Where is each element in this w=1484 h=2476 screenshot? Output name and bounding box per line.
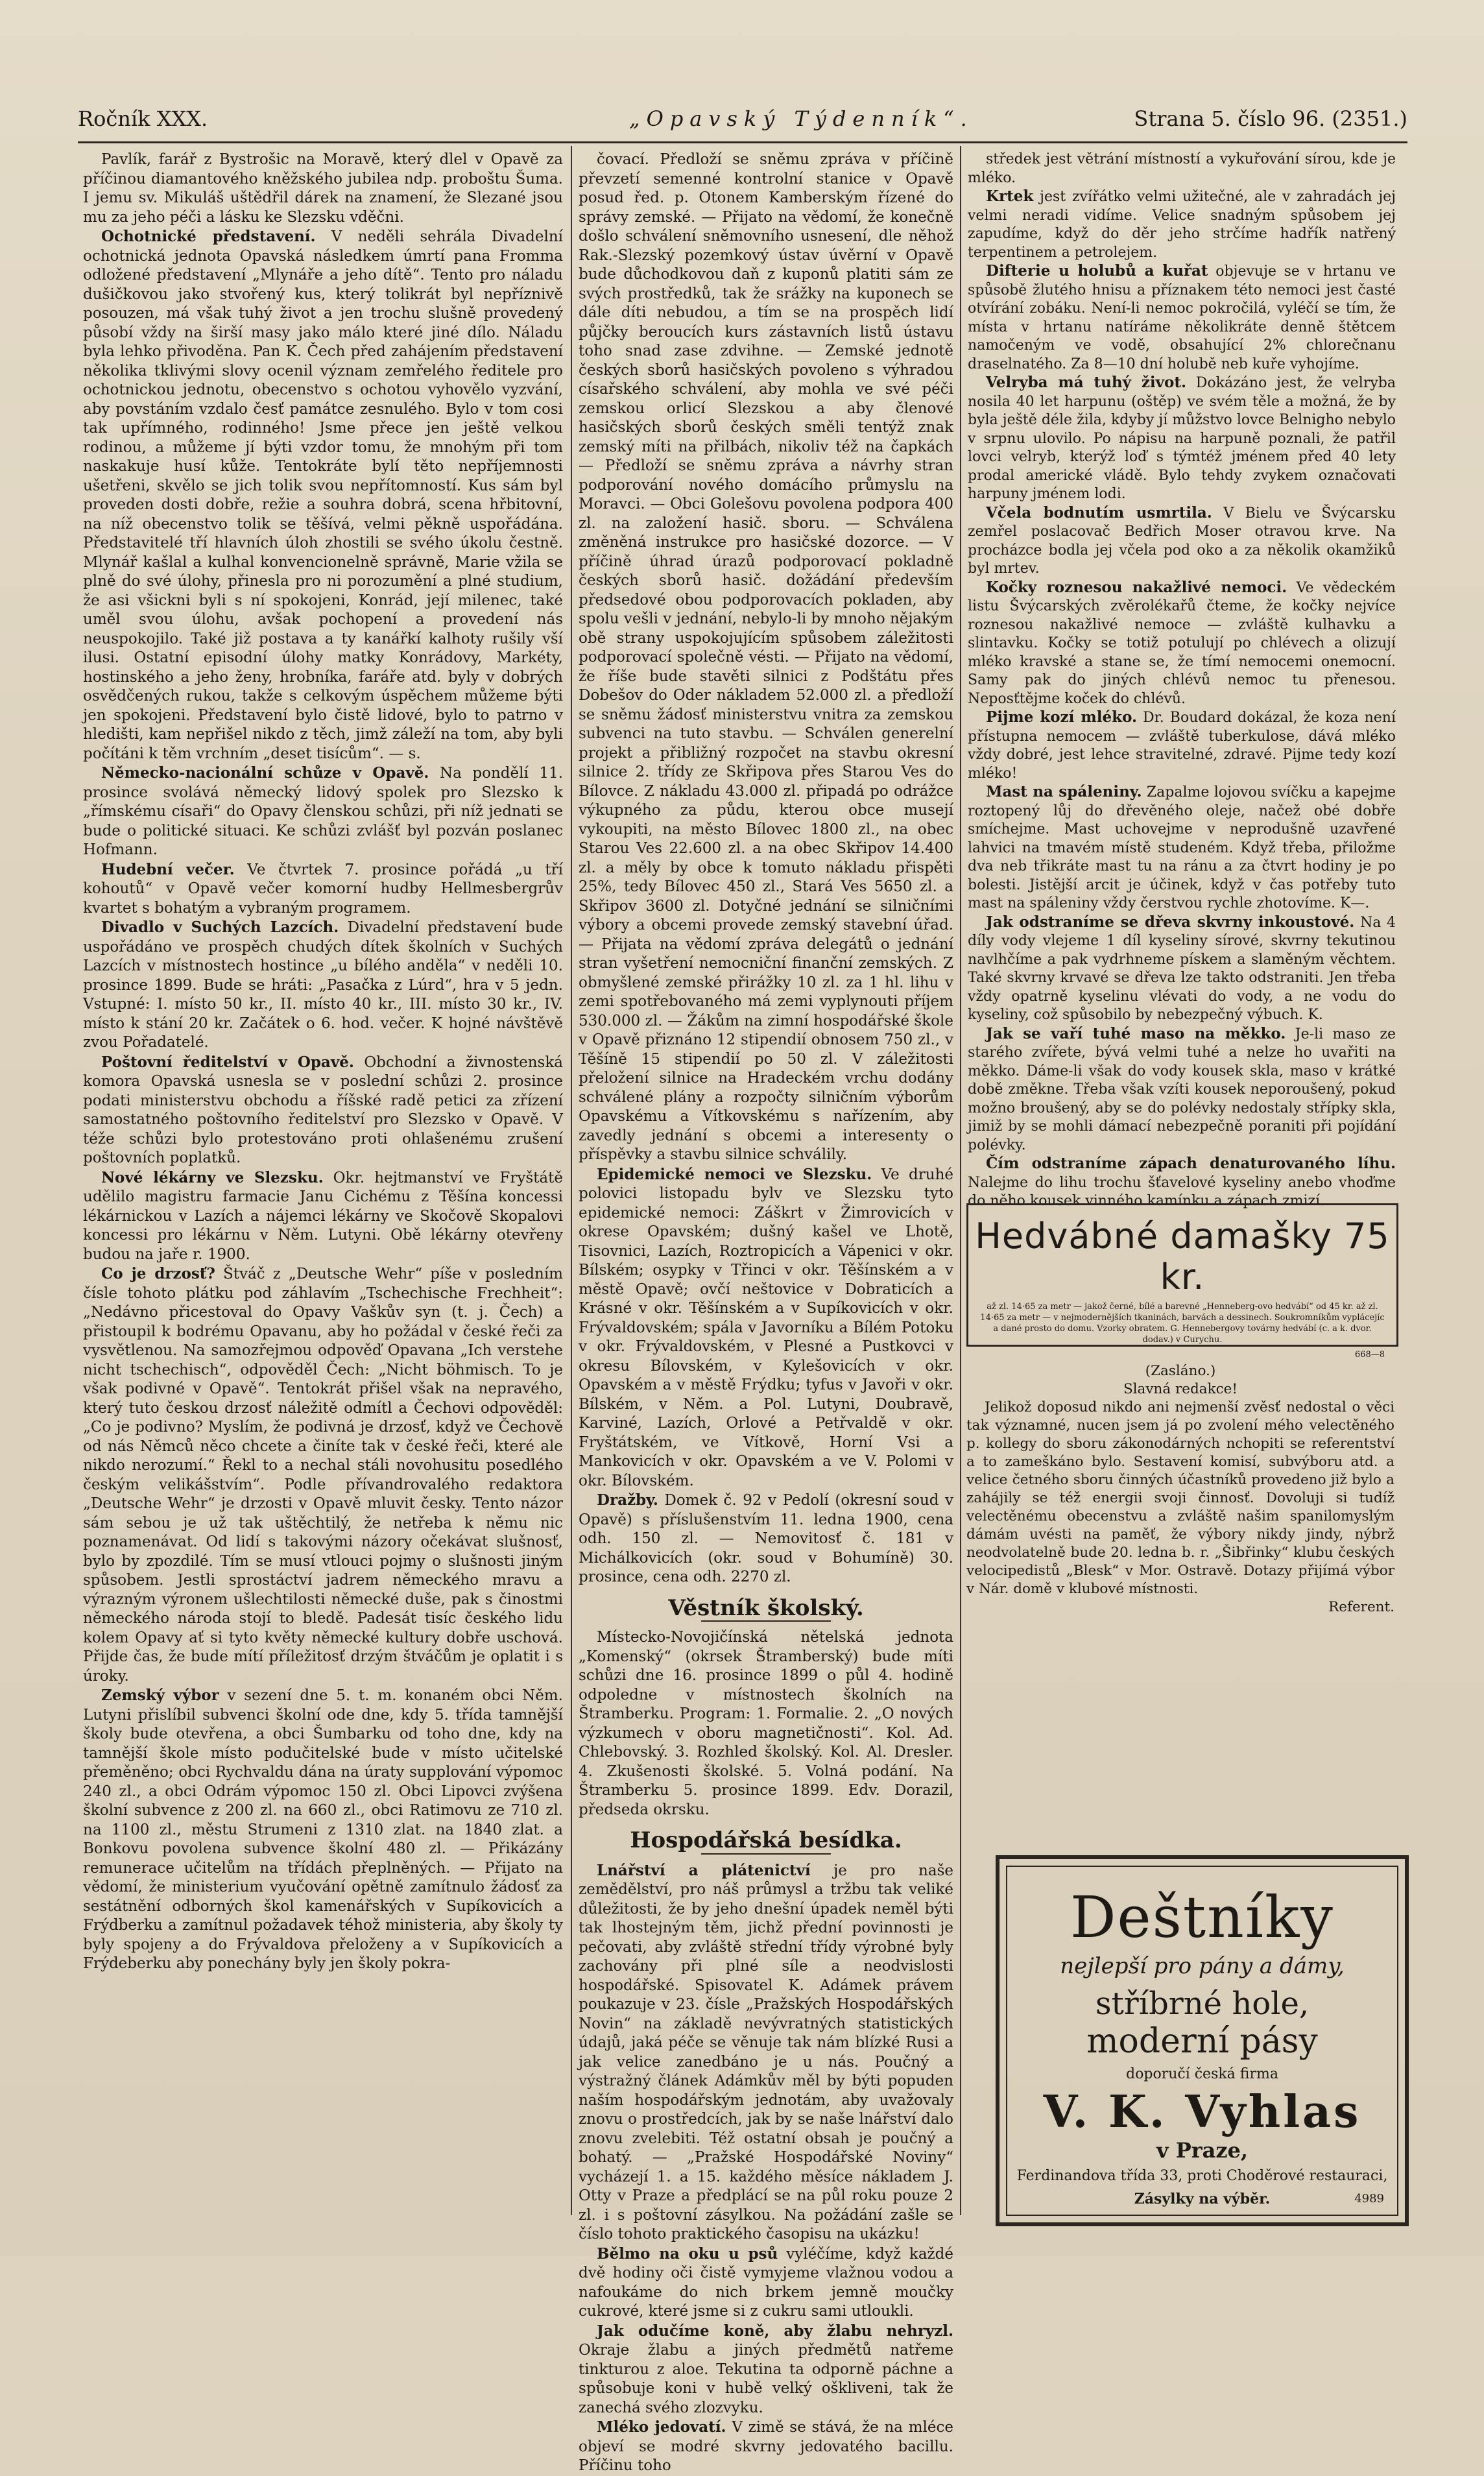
farm-tip-text: Okraje žlabu a jiných předmětů natřeme tinkturou z aloe. Tekutina ta odporně páchne a spůsobuje koni v hubě velký oškliveni, tak že zanechá svého zlozvyku. xyxy=(579,2342,953,2416)
farm-tip xyxy=(968,913,1396,1025)
farm-tip-text: Dokázáno jest, že velryba nosila 40 let harpunu (oštěp) ve svém těle a možná, že by byla ještě déle žila, kdyby jí můžstvo lovce Belnigho nebylo v srpnu ulovilo. Po nápisu na harpuně poznali, že patřil lovci velryb, kterýž loď s týmtéž jménem před 40 lety prodal americké vládě. Bylo tehdy zvykem označovati harpuny jménem lodi. xyxy=(968,375,1396,502)
farm-tip-text: jest zvířátko velmi užitečné, ale v zahradách jej velmi neradi vidíme. Velice snadným spůsobem jej zapudíme, když do děr jeho strčíme hadřík natřený terpentinem a petrolejem. xyxy=(968,189,1396,261)
article-heading: Epidemické nemoci ve Slezsku. xyxy=(597,1165,872,1183)
school-news-text: Místecko-Novojičínská nětelská jednota „Komenský“ (okrsek Štramberský) bude míti schůzi dne 16. prosince 1899 o půl 4. hodině odpoledne v místnostech školních na Štramberku. Program: 1. Formalie. 2. „O nových výzkumech v oboru magnetičnosti“. Kol. Ad. Chlebovský. 3. Rozhled školský. Kol. Al. Dresler. 4. Zkušenosti školské. 5. Volná podání. Na Štramberku 5. prosince 1899. Edv. Dorazil, předseda okrsku. xyxy=(579,1629,953,1818)
article-heading: Dražby. xyxy=(597,1491,658,1509)
article xyxy=(83,1264,563,1686)
article xyxy=(83,227,563,763)
farm-tip-heading: Jak odstraníme se dřeva skvrny inkoustové. xyxy=(986,913,1355,931)
farm-tip xyxy=(968,374,1396,504)
article-heading: Divadlo v Suchých Lazcích. xyxy=(101,919,339,936)
silk-advertisement xyxy=(966,1203,1398,1360)
silk-ad-text: až zl. 14·65 za metr — jakož černé, bílé a barevné „Henneberg-ovo hedvábí“ od 45 kr. až zl. 14·65 za metr — v nejmodernějších tkaninách, barvách a dessinech. Soukromníkům vyplácejíc a dané prosto do domu. Vzorky obratem. G. Hennebergovy továrny hedvábí (c. a k. dvor. dodav.) v Curychu. xyxy=(980,1302,1385,1345)
newspaper-title: „Opavský Týdenník“. xyxy=(629,106,974,131)
farm-tip-text: V Bielu ve Švýcarsku zemřel poslacovač Bedřich Moser otravou krve. Na procházce bodla jej včela pod oko a za několik okamžiků byl mrtev. xyxy=(968,505,1396,577)
farm-tip xyxy=(968,783,1396,913)
volume-label: Ročník XXX. xyxy=(78,106,208,131)
farm-tip-text: Dr. Boudard dokázal, že koza není přístupna nemocem — zvláště tuberkulose, dává mléko vždy dobré, jest lehce stravitelné, zdravé. Pijme tedy kozí mléko! xyxy=(968,710,1396,782)
farm-tip-text: je pro naše zemědělství, pro náš průmysl a tržbu tak veliké důležitosti, že by jeho dnešní úpadek neměl býti tak lhostejným těm, jichž přední povinnosti je pečovati, aby zvláště střední třídy výrobné byly zachovány při plné síle a neodvislosti hospodářské. Spisovatel K. Adámek právem poukazuje v 23. čísle „Pražských Hospodářských Novin“ na základě nevývratných statistických údajů, jaká péče se věnuje tak nám blízké Rusi a jak velice zanedbáno je u nás. Poučný a výstražný článek Adámkův měl by býti popuden naším hospodářským jednotám, aby uvažovaly znovu o prostředcích, jak by se naše lnářství dalo znovu zvelebiti. Též ostatní obsah je poučný a bohatý. — „Pražské Hospodářské Noviny“ vycházejí 1. a 15. každého měsíce nákladem J. Otty v Praze a předplácí se na půl roku pouze 2 zl. i s poštovní zásylkou. Na požádání zašle se číslo tohoto praktického časopisu na ukázku! xyxy=(579,1862,953,2242)
article-text: Na pondělí 11. prosince svolává německý lidový spolek pro Slezsko k „římskému císaři“ do Opavy členskou schůzi, při níž jednati se bude o politické situaci. Ke schůzi zvlášť byl pozván poslanec Hofmann. xyxy=(83,765,564,858)
farm-tip-heading: Jak se vaří tuhé maso na měkko. xyxy=(986,1024,1286,1042)
farm-tip-text: Na 4 díly vody vlejeme 1 díl kyseliny sírové, skvrny tekutinou navlhčíme a pak vydrhneme pískem a slaměným věchtem. Také skvrny krvavé se dřeva lze takto odstraniti. Jen třeba vždy opatrně kyselinu vlévati do vody, a ne vodu do kyseliny, což spůsobilo by nebezpečný výbuch. K. xyxy=(968,914,1396,1023)
article xyxy=(83,860,563,919)
umbrella-ad-line-1: stříbrné hole, xyxy=(1095,1986,1310,2022)
farm-tip-heading: Lnářství a plátenictví xyxy=(597,1861,811,1879)
farm-tip-text: Je-li maso ze starého zvířete, bývá velmi tuhé a nelze ho uvařiti na měkko. Dáme-li však do vody kousek skla, maso v krátké době změkne. Třeba však vzíti kousek neporoušený, pokud možno broušený, aby se do polévky nedostaly střípky skla, jimiž by se mohli dámací nebezpečně poraniti při pojídání polévky. xyxy=(968,1026,1396,1153)
farm-section-title: Hospodářská besídka. xyxy=(630,1827,902,1853)
article-text: v sezení dne 5. t. m. konaném obci Něm. Lutyni přislíbil subvenci školní ode dne, kdy 5. třída tamnější školy bude otevřena, a obci Šumbarku od toho dne, kdy na tamnější škole místo podučitelské bude v místo učitelské přeměněno; obci Rychvaldu dána na úraty supplování výpomoc 240 zl., a obci Odrám výpomoc 150 zl. Obci Lipovci zvýšena školní subvence z 200 zl. na 660 zl., obci Ratimovu ze 710 zl. na 1100 zl., městu Strumeni z 1310 zlat. na 1840 zlat. a Bonkovu povolena subvence školní 480 zl. — Přikázány remunerace učitelům na třídách přeplněných. — Přijato na vědomí, že ministerium vyučování opětně zamítnulo žádosť za sestátnění odborných škol kamenářských v Supíkovicích a Frýdberku a zamítnul požadavek téhož ministeria, aby školy ty byly spojeny a do Frývaldova přeloženy a v Supíkovicích a Frýdeberku aby ponechány byly jen školy pokra- xyxy=(83,1687,563,1972)
sent-letter xyxy=(966,1362,1394,1617)
article-heading: Poštovní ředitelství v Opavě. xyxy=(101,1053,354,1071)
column-1 xyxy=(83,150,563,1974)
silk-ad-code: 668—8 xyxy=(1354,1350,1385,1360)
umbrella-advertisement xyxy=(996,1855,1409,2226)
umbrella-ad-title: Deštníky xyxy=(1070,1884,1334,1951)
farm-tip-heading: Difterie u holubů a kuřat xyxy=(986,262,1208,280)
column-divider-1 xyxy=(571,146,572,2215)
farm-tip xyxy=(968,262,1396,374)
article-text: Ve čtvrtek 7. prosince pořádá „u tří kohoutů“ v Opavě večer komorní hudby Hellmesbergrův kvartet s bohatým a vybraným programem. xyxy=(83,861,564,917)
silk-ad-title: Hedvábné damašky 75 kr. xyxy=(975,1216,1390,1297)
column-divider-2 xyxy=(960,146,961,2215)
farm-tip-heading: Krtek xyxy=(986,187,1034,205)
umbrella-ad-city: v Praze, xyxy=(1156,2138,1249,2163)
article-text: V neděli sehrála Divadelní ochotnická jednota Opavská následkem úmrtí pana Fromma odložené představení „Mlynáře a jeho dítě“. Tento pro náladu dušičkovou jako stvořený kus, který tolikrát byl nepříznivě posouzen, má však tuhý život a jen trochu slušně provedený působí vždy na širší masy jako málo které jiné dílo. Náladu byla lehko přivoděna. Pan K. Čech před zahájením představení několika tklivými slovy ocenil význam zemřelého ředitele pro ochotnickou jednotu, obecenstvo s ochotou vyhovělo vyzvání, aby povstáním vzdalo česť památce zesnulého. Bylo v tom cosi tak upřímného, rodinného! Jsme přece jen ještě velkou rodinou, a můžeme jí býti vzdor tomu, že mnohým při tom naskakuje husí kůže. Tentokráte bylí těto nepříjemnosti ušetřeni, skvělo se jich tolik svou nepřítomností. Kus sám byl proveden dosti dobře, režie a souhra dobrá, scena hřbitovní, na níž obecenstvo tolik se těšívá, velmi pěkně uspořádána. Představitelé tří hlavních úloh zhostili se svého úkolu čestně. Mlynář kašlal a kulhal konvencionelně správně, Marie vžila se plně do své úlohy, přinesla pro ni porozumění a plné studium, že asi všickni byli s ní spokojeni, Konrád, její milenec, také uměl svou úlohu, avšak pochopení a provedení nás neuspokojilo. Také již postava a ty kanářkí kalhoty rušily vší ilusi. Ostatní episodní úlohy matky Konrádovy, Markéty, hostinského a jeho ženy, hrobníka, faráře atd. byly v dobrých osvědčených rukou, takže s celkovým úspěchem můžeme býti jen spokojeni. Představení bylo čistě lidové, bylo to patrno v hledišti, kam nepřišel nikdo z těch, jimž záleží na tom, aby byli počítáni k těm vrchním „deset tisícům“. — s. xyxy=(83,228,563,762)
article-text: Domek č. 92 v Pedolí (okresní soud v Opavě) s příslušenstvím 11. ledna 1900, cena odh. 150 zl. — Nemovitosť č. 181 v Michálkovicích (okr. soud v Bohumíně) 30. prosince, cena odh. 2270 zl. xyxy=(579,1492,953,1585)
article xyxy=(579,150,953,1165)
umbrella-ad-number: 4989 xyxy=(1354,2192,1384,2206)
farm-tip-heading: Velryba má tuhý život. xyxy=(986,374,1186,391)
sent-letter-signature: Referent. xyxy=(1328,1599,1394,1615)
farm-tip-heading: Mléko jedovatí. xyxy=(597,2418,726,2436)
article-heading: Zemský výbor xyxy=(101,1687,219,1704)
farm-tip-heading: Mast na spáleniny. xyxy=(986,783,1142,800)
umbrella-ad-shipping: Zásylky na výběr. xyxy=(1134,2191,1271,2207)
sent-letter-salutation: Slavná redakce! xyxy=(1123,1381,1238,1397)
article-text: Štváč z „Deutsche Wehr“ píše v posledním čísle tohoto plátku pod záhlavím „Tschechische Frechheit“: „Nedávno přicestoval do Opavy Vaškův syn (t. j. Čech) a přistoupil k bodrému Opavanu, aby ho požádal v české řeči za vysvětlenou. Na samozřejmou odpověď Opavana „Ich verstehe nicht tschechisch“, odpověděl Čech: „Nicht böhmisch. To je však podivné v Opavě“. Tentokrát přišel však na nepravého, který tuto českou drzosť náležitě odmítl a Čechovi odpověděl: „Co je podivno? Myslím, že podivná je drzosť, když ve Čechově od nás Němců něco chcete a činíte tak v české řeči, které ale nikdo nerozumí.“ Řekl to a nechal stáli novohusitu posedlého českým velikášstvím“. Podle přívandrovalého redaktora „Deutsche Wehr“ je drzosti v Opavě mluvit česky. Tento názor sám sebou je už tak uštěchtilý, že netřeba k němu nic poznamenávat. Od lidí s takovými názory očekávat slušnosť, bylo by zpozdilé. Tím se musí vtlouci pojmy o slušnosti jiným spůsobem. Jestli sprostáctví jadrem německého mravu a výrazným výronem ušlechtilosti německé duše, pak s činostmi německého národa stojí to bledě. Padesát tisíc českého lidu kolem Opavy ať si tyto květy německé kultury dobře uschová. Přijde čas, že bude mítí příležitosť drzým štváčům je oplatit i s úroky. xyxy=(83,1266,563,1685)
article-heading: Nové lékárny ve Slezsku. xyxy=(101,1168,324,1186)
article-text: Ve druhé polovici listopadu bylv ve Slezsku tyto epidemické nemoci: Záškrt v Žimrovicích v okrese Opavském; dušný kašel ve Lhotě, Tisovnici, Lazích, Roztropicích a Vápenici v okr. Bílském; osypky v Třinci v okr. Těšínském a v městě Opavě; ovčí neštovice v Dobraticích a Krásné v okr. Těšínském a v Supíkovicích v okr. Frývaldovském; spála v Javorníku a Bílém Potoku v okr. Frývaldovském, v Plesné a Pustkovci v okresu Bílovském, v Kylešovicích v okr. Opavském a v městě Frýdku; tyfus v Javoři v okr. Bílském, v Něm. a Pol. Lutyni, Doubravě, Karviné, Lazích, Orlové a Petřvaldě v okr. Fryštátském, ve Vítkově, Horní Vsi a Mankovicích v okr. Opavském a ve V. Polomi v okr. Bílovském. xyxy=(579,1166,953,1489)
farm-tip-text: středek jest větrání místností a vykuřování sírou, kde je mléko. xyxy=(968,151,1396,186)
sent-letter-text: Jelikož doposud nikdo ani nejmenší zvěsť nedostal o věci tak významné, nucen jsem já po zvolení mého velectěného p. kollegy do sboru zákonodárných nchopiti se referentství a to zameškáno bylo. Sestavení komisí, subvýboru atd. a velice četného sboru činných účastníků provedeno již bylo a zahájily se též energii svoji činnosť. Dovoluji si tudíž velectěnému obecenstvu a zvláště našim spanilomyslým dámám uvésti na paměť, že výbory nikdy jindy, nýbrž neodvolatelně bude 20. ledna b. r. „Šibřinky“ klubu českých velocipedistů „Blesk“ v Mor. Ostravě. Dotazy přijímá výbor v Nár. domě v klubové místnosti. xyxy=(966,1399,1394,1597)
article-heading: Hudební večer. xyxy=(101,860,235,878)
page-header xyxy=(78,102,1407,143)
farm-tip-text: Zapalme lojovou svíčku a kapejme roztopený lůj do dřevěného oleje, načež obé dobře smíchejme. Mast uchovejme v neprodušně uzavřené lahvici na tmavém místě studeném. Když třeba, přiložme dva neb třikráte mast tu na ránu a za čtvrt hodiny je po bolesti. Jistější arcit je účinek, když v čas potřeby tuto mast na spáleniny vždy čerstvou rychle zhotovíme. K—. xyxy=(968,784,1396,911)
article xyxy=(83,1168,563,1265)
umbrella-ad-subtitle: nejlepší pro pány a dámy, xyxy=(1060,1953,1345,1979)
farm-tip xyxy=(968,1025,1396,1155)
article xyxy=(579,1491,953,1587)
farm-tip xyxy=(968,150,1396,187)
article-text: Divadelní představení bude uspořádáno ve prospěch chudých dítek školních v Suchých Lazcích v místnostech hostince „u bílého anděla“ v neděli 10. prosince 1899. Bude se hráti: „Pasačka z Lúrd“, hra v 5 jedn. Vstupné: I. místo 50 kr., II. místo 40 kr., III. místo 30 kr., IV. místo k stání 20 kr. Začátek o 6. hod. večer. K hojné návštěvě zvou Pořadatelé. xyxy=(83,919,563,1051)
article-heading: Co je drzosť? xyxy=(101,1265,215,1282)
farm-tip-text: Ve vědeckém listu Švýcarských zvěrolékařů čteme, že kočky nejvíce roznesou nakažlivé nemoce — zvláště kulhavku a slintavku. Kočky se totiž potulují po chlévech a olizují mléko kravské a stane se, že tímí nemocemi onemocní. Samy pak do jiných chlévů nemoc tu přenesou. Neposťtějme koček do chlévů. xyxy=(968,579,1396,707)
article-text: Obchodní a živnostenská komora Opavská usnesla se v poslední schůzi 2. prosince podati ministerstvu obchodu a říšské radě petici za zřízení samostatného poštovního ředitelství pro Slezsko v Opavě. V téže schůzi bylo protestováno proti ohlašenému zrušení poštovních poplatků. xyxy=(83,1053,564,1166)
farm-tip-heading: Bělmo na oku u psů xyxy=(597,2244,778,2263)
farm-tip-text: Nalejme do lihu trochu šťavelové kyseliny anebo vhoďme do něho kousek vinného kamínku a zápach zmizí. xyxy=(968,1174,1396,1209)
article xyxy=(83,150,563,227)
farm-tip-heading: Pijme kozí mléko. xyxy=(986,708,1138,726)
umbrella-ad-address: Ferdinandova třída 33, proti Choděrové restauraci, xyxy=(1016,2168,1388,2184)
farm-tip xyxy=(579,2244,953,2322)
article xyxy=(83,1686,563,1974)
article-heading: Ochotnické představení. xyxy=(101,228,316,245)
article xyxy=(579,1165,953,1491)
farm-tip xyxy=(579,1861,953,2244)
farm-tip xyxy=(579,2418,953,2476)
farm-tip xyxy=(968,1155,1396,1211)
farm-tip xyxy=(579,2322,953,2418)
school-news-title: Věstník školský. xyxy=(668,1594,864,1621)
umbrella-ad-firm: V. K. Vyhlas xyxy=(1043,2086,1361,2138)
farm-tip-heading: Včela bodnutím usmrtila. xyxy=(986,503,1212,522)
umbrella-ad-line-2: moderní pásy xyxy=(1086,2022,1318,2061)
farm-tip xyxy=(968,708,1396,783)
farm-tip-text: vyléčíme, když každé dvě hodiny oči čistě vymyjeme vlažnou vodou a nafoukáme do nich brkem jemně moučky cukrové, které jsme si z cukru sami utloukli. xyxy=(579,2245,954,2320)
umbrella-ad-line-3: doporučí česká firma xyxy=(1126,2066,1278,2082)
farm-tip-heading: Čím odstraníme zápach denaturovaného líhu. xyxy=(986,1155,1396,1172)
article-text: Okr. hejtmanství ve Fryštátě udělilo magistru farmacie Janu Cichému z Těšína koncessi lékárnickou v Lazích a nájemci lékárny ve Skočově Skopalovi koncessi pro lékárnu v Něm. Lutyni. Obě lékárny otevřeny budou na jaře r. 1900. xyxy=(83,1169,563,1263)
umbrella-ad-inner-frame xyxy=(1006,1866,1398,2216)
farm-tip-heading: Kočky roznesou nakažlivé nemoci. xyxy=(986,578,1287,596)
article xyxy=(83,1053,563,1168)
farm-tip-text: V zimě se stává, že na mléce objeví se modré skvrny jedovatého bacillu. Příčinu toho xyxy=(579,2419,953,2474)
article xyxy=(83,918,563,1053)
page-number: Strana 5. číslo 96. (2351.) xyxy=(1134,106,1407,131)
farm-tip xyxy=(968,579,1396,709)
column-3 xyxy=(968,150,1396,1211)
article-text: Pavlík, farář z Bystrošic na Moravě, který dlel v Opavě za příčinou diamantového kněžského jubilea ndp. proboštu Šuma. I jemu sv. Mikuláš uštědřil dárek na znamení, že Slezané jsou mu za jeho péči a lásku ke Slezsku vděčni. xyxy=(83,151,563,226)
farm-tip-heading: Jak odučíme koně, aby žlabu nehryzl. xyxy=(597,2322,953,2340)
article-text: čovací. Předloží se sněmu zpráva v příčině převzetí semenné kontrolní stanice v Opavě posud řed. p. Otonem Kamberským řízené do správy zemské. — Přijato na vědomí, že konečně došlo schválení sněmovního usnesení, dle něhož Rak.-Slezský pozemkový ústav úvěrní v Opavě bude důchodkovou daň z kuponů platiti sám ze svých prostředků, tak že srážky na kuponech se dále díti nebudou, a tím se na prospěch lidí půjčky beroucích kurs zástavních listů ústavu toho snad zase zdvihne. — Zemské jednotě českých sborů hasičských povoleno s výhradou císařského schválení, aby mohla ve své péči zemskou orlicí Slezskou a aby členové hasičských sborů českých směli tentýž znak zemský míti na přilbách, nikoliv též na čapkách — Předloží se sněmu zpráva a návrhy stran podporování nového domácího průmyslu na Moravci. — Obci Golešovu povolena podpora 400 zl. na založení hasič. sboru. — Schválena změněná instrukce pro hasičské dozorce. — V příčině úhrad úrazů podporovací pokladně českých sborů hasič. dožádání především předsedové obou podporovacích pokladen, aby spolu vešli v jednání, nebylo-li by mnoho nějakým obě strany uspokojujícím spůsobem záležitosti podporovací společně vésti. — Přijato na vědomí, že říše bude stavěti silnici z Podštátu přes Dobešov do Oder nákladem 52.000 zl. a předloží se sněmu žádosť ministerstvu vnitra za zemskou subvenci na tuto stavbu. — Schválen generelní projekt a přibližný rozpočet na stavbu okresní silnice 2. třídy ze Skřipova přes Starou Ves do Bílovce. Z nákladu 43.000 zl. připadá po odrážce výkupného za půdu, kterou obce musejí vykoupiti, na město Bílovec 1800 zl., na obec Starou Ves 22.600 zl. a na obec Skřipov 14.400 zl. a měly by obce k tomuto nákladu přispěti 25%, tedy Bílovec 450 zl., Stará Ves 5650 zl. a Skřipov 3600 zl. Dotyčné jednání se silničními výbory a obcemi provede zemský stavební úřad. — Přijata na vědomí zpráva delegátů o jednání stran vyšetření nemocniční finanční zemských. Z obmyšlené zemské přirážky 10 zl. za 1 hl. lihu v zemi spotřebovaného má zemi vyplynouti příjem 530.000 zl. — Žákům na zimní hospodářské škole v Opavě přiznáno 12 stipendií obnosem 750 zl., v Těšíně 15 stipendií po 50 zl. V záležitosti přeložení silnice na Hradeckém vrchu dodány schválené plány a rozpočty silničním výborům Opavskému a Vítkovskému s nařízením, aby zavedly jednání s obcemi a interesenty o příspěvky a stavbu silnice schválily. xyxy=(579,151,953,1163)
farm-tip-text: objevuje se v hrtanu ve spůsobě žlutého hnisu a příznakem této nemoci jest časté otvírání zobáku. Není-li nemoc pokročilá, vyléčí se tím, že místa v hrtanu natíráme několikráte denně štětcem namočeným ve vodě, obsahující 2% chlorečnanu draselnatého. Za 8—10 dní holubě neb kuře vyhojíme. xyxy=(968,263,1396,372)
farm-tip xyxy=(968,187,1396,262)
sent-letter-title: (Zasláno.) xyxy=(1145,1363,1216,1379)
article-heading: Německo-nacionální schůze v Opavě. xyxy=(101,764,429,782)
column-2 xyxy=(579,150,953,2476)
article xyxy=(83,763,563,860)
farm-tip xyxy=(968,504,1396,579)
